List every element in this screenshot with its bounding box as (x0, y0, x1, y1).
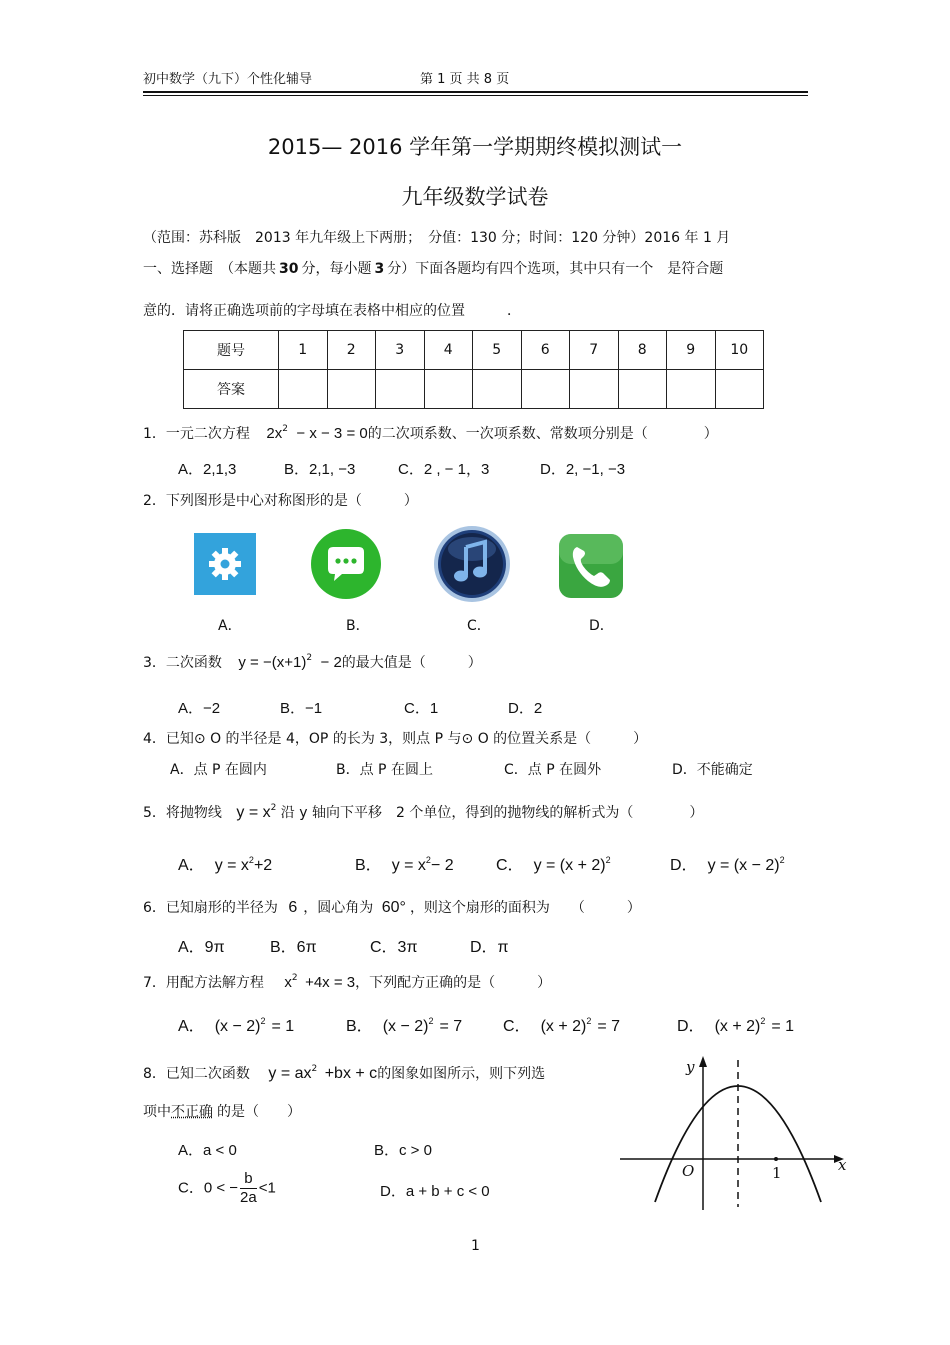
question-3: 3．二次函数 $y = -(x+1)^2 - 2$的最大值是（ ） (143, 653, 482, 671)
table-cell: 8 (618, 331, 667, 370)
exam-subtitle: 九年级数学试卷 (401, 185, 549, 209)
answer-cell[interactable] (521, 370, 570, 409)
q5-option-d: D． $y = (x - 2)^2$ (670, 855, 785, 874)
q7-option-d: D． $(x + 2)^2 = 1$ (677, 1016, 795, 1035)
q4-option-c: C．点 P 在圆外 (504, 762, 602, 778)
table-cell: 9 (667, 331, 716, 370)
table-row (184, 370, 764, 409)
header-left: 初中数学（九下）个性化辅导 (143, 72, 313, 87)
message-bubble-icon (310, 528, 382, 600)
gear-icon (194, 533, 256, 595)
origin-label: O (682, 1162, 695, 1180)
q8-option-b: B．c > 0 (374, 1142, 432, 1159)
q4-option-d: D．不能确定 (672, 762, 753, 778)
q4-option-b: B．点 P 在圆上 (336, 762, 433, 778)
y-axis-arrow (699, 1056, 707, 1067)
table-header-cell: 题号 (184, 331, 279, 370)
header-rule (143, 91, 808, 93)
answer-cell[interactable] (618, 370, 667, 409)
answer-table (183, 330, 764, 409)
answer-cell[interactable] (327, 370, 376, 409)
q1-option-d: D．2, −1, −3 (540, 461, 626, 478)
q3-option-a: A．−2 (178, 700, 221, 717)
q5-option-c: C． $y = (x + 2)^2$ (496, 855, 611, 874)
q6-option-b: B．6π (270, 939, 317, 956)
y-axis-label: y (686, 1058, 695, 1076)
q6-option-d: D．π (470, 939, 509, 956)
q8-option-a: A．a < 0 (178, 1142, 237, 1159)
tick-one-label: 1 (772, 1164, 782, 1182)
tick-one (774, 1157, 778, 1161)
q7-option-b: B． $(x - 2)^2 = 7$ (346, 1016, 463, 1035)
table-cell: 7 (570, 331, 619, 370)
q3-option-d: D．2 (508, 700, 543, 717)
question-4: 4．已知⊙ O 的半径是 4，OP 的长为 3，则点 P 与⊙ O 的位置关系是（ ） (143, 731, 648, 747)
emphasis-not-correct: 不正确 (171, 1104, 213, 1120)
section1-instructions: 一、选择题 （本题共 30 分，每小题 3 分）下面各题均有四个选项，其中只有一个一是符合题 (143, 261, 724, 277)
q2-label-a: A． (218, 618, 242, 634)
q5-option-b: B． $y = x^2- 2$ (355, 855, 454, 874)
q1-option-c: C．2 , − 1，3 (398, 461, 490, 478)
exam-title: 2015— 2016 学年第一学期期终模拟测试一 (267, 135, 683, 159)
question-7: 7．用配方法解方程 $x^2 +4x = 3$，下列配方正确的是（ ） (143, 973, 552, 991)
answer-cell[interactable] (376, 370, 425, 409)
q3-option-c: C．1 (404, 700, 439, 717)
table-cell: 3 (376, 331, 425, 370)
q1-option-b: B．2,1, −3 (284, 461, 356, 478)
table-cell: 1 (279, 331, 328, 370)
q3-option-b: B．−1 (280, 700, 323, 717)
answer-cell[interactable] (473, 370, 522, 409)
q4-option-a: A．点 P 在圆内 (170, 762, 267, 778)
page-number: 1 (471, 1238, 480, 1254)
q7-option-a: A． $(x - 2)^2 = 1$ (178, 1016, 295, 1035)
question-8-line2: 项中不正确 的是（ ） (143, 1104, 301, 1120)
header-rule-thin (143, 95, 808, 96)
answer-cell[interactable] (424, 370, 473, 409)
q6-option-c: C．3π (370, 939, 418, 956)
answer-cell[interactable] (279, 370, 328, 409)
q2-label-d: D． (589, 618, 614, 634)
music-note-icon (433, 525, 511, 603)
q8-option-c: C．0 < − $\frac{b}{2a}$ <1 (178, 1170, 276, 1206)
q8-option-d: D．a + b + c < 0 (380, 1183, 490, 1200)
section1-instructions-2: 意的．请将正确选项前的字母填在表格中相应的位置 ． (143, 303, 521, 319)
table-cell: 10 (715, 331, 764, 370)
answer-cell[interactable] (570, 370, 619, 409)
question-8: 8．已知二次函数 $y = ax^2 +bx + c$的图象如图所示，则下列选 (143, 1064, 546, 1082)
answer-cell[interactable] (667, 370, 716, 409)
answer-cell[interactable] (715, 370, 764, 409)
q1-option-a: A．2,1,3 (178, 461, 237, 478)
table-cell: 6 (521, 331, 570, 370)
x-axis-label: x (838, 1156, 847, 1174)
table-row (184, 331, 764, 370)
table-cell: 2 (327, 331, 376, 370)
header-page-count: 第 1 页 共 8 页 (420, 72, 510, 87)
exam-info: （范围：苏科版 2013 年九年级上下两册； 分值：130 分；时间：120 分钟）2016 年 1 月 (143, 230, 731, 246)
q2-label-c: C． (467, 618, 491, 634)
table-cell: 4 (424, 331, 473, 370)
question-1: 1．一元二次方程 $2x^2 - x - 3 = 0$的二次项系数、一次项系数、常数项分别是（ ） (143, 424, 718, 442)
phone-icon (558, 533, 624, 599)
emphasis-mark: 一 (653, 261, 668, 277)
parabola-graph (618, 1052, 848, 1212)
question-5: 5．将抛物线 $y = x^2$ 沿 y 轴向下平移 2 个单位，得到的抛物线的解析式为（ ） (143, 803, 704, 821)
question-2: 2．下列图形是中心对称图形的是（ ） (143, 493, 418, 509)
q2-label-b: B． (346, 618, 370, 634)
q6-option-a: A．9π (178, 939, 225, 956)
q5-option-a: A． $y = x^2+2$ (178, 855, 273, 874)
table-header-cell: 答案 (184, 370, 279, 409)
q7-option-c: C． $(x + 2)^2 = 7$ (503, 1016, 621, 1035)
table-cell: 5 (473, 331, 522, 370)
question-6: 6．已知扇形的半径为 6 ，圆心角为 60° ，则这个扇形的面积为 （ ） (143, 899, 641, 916)
